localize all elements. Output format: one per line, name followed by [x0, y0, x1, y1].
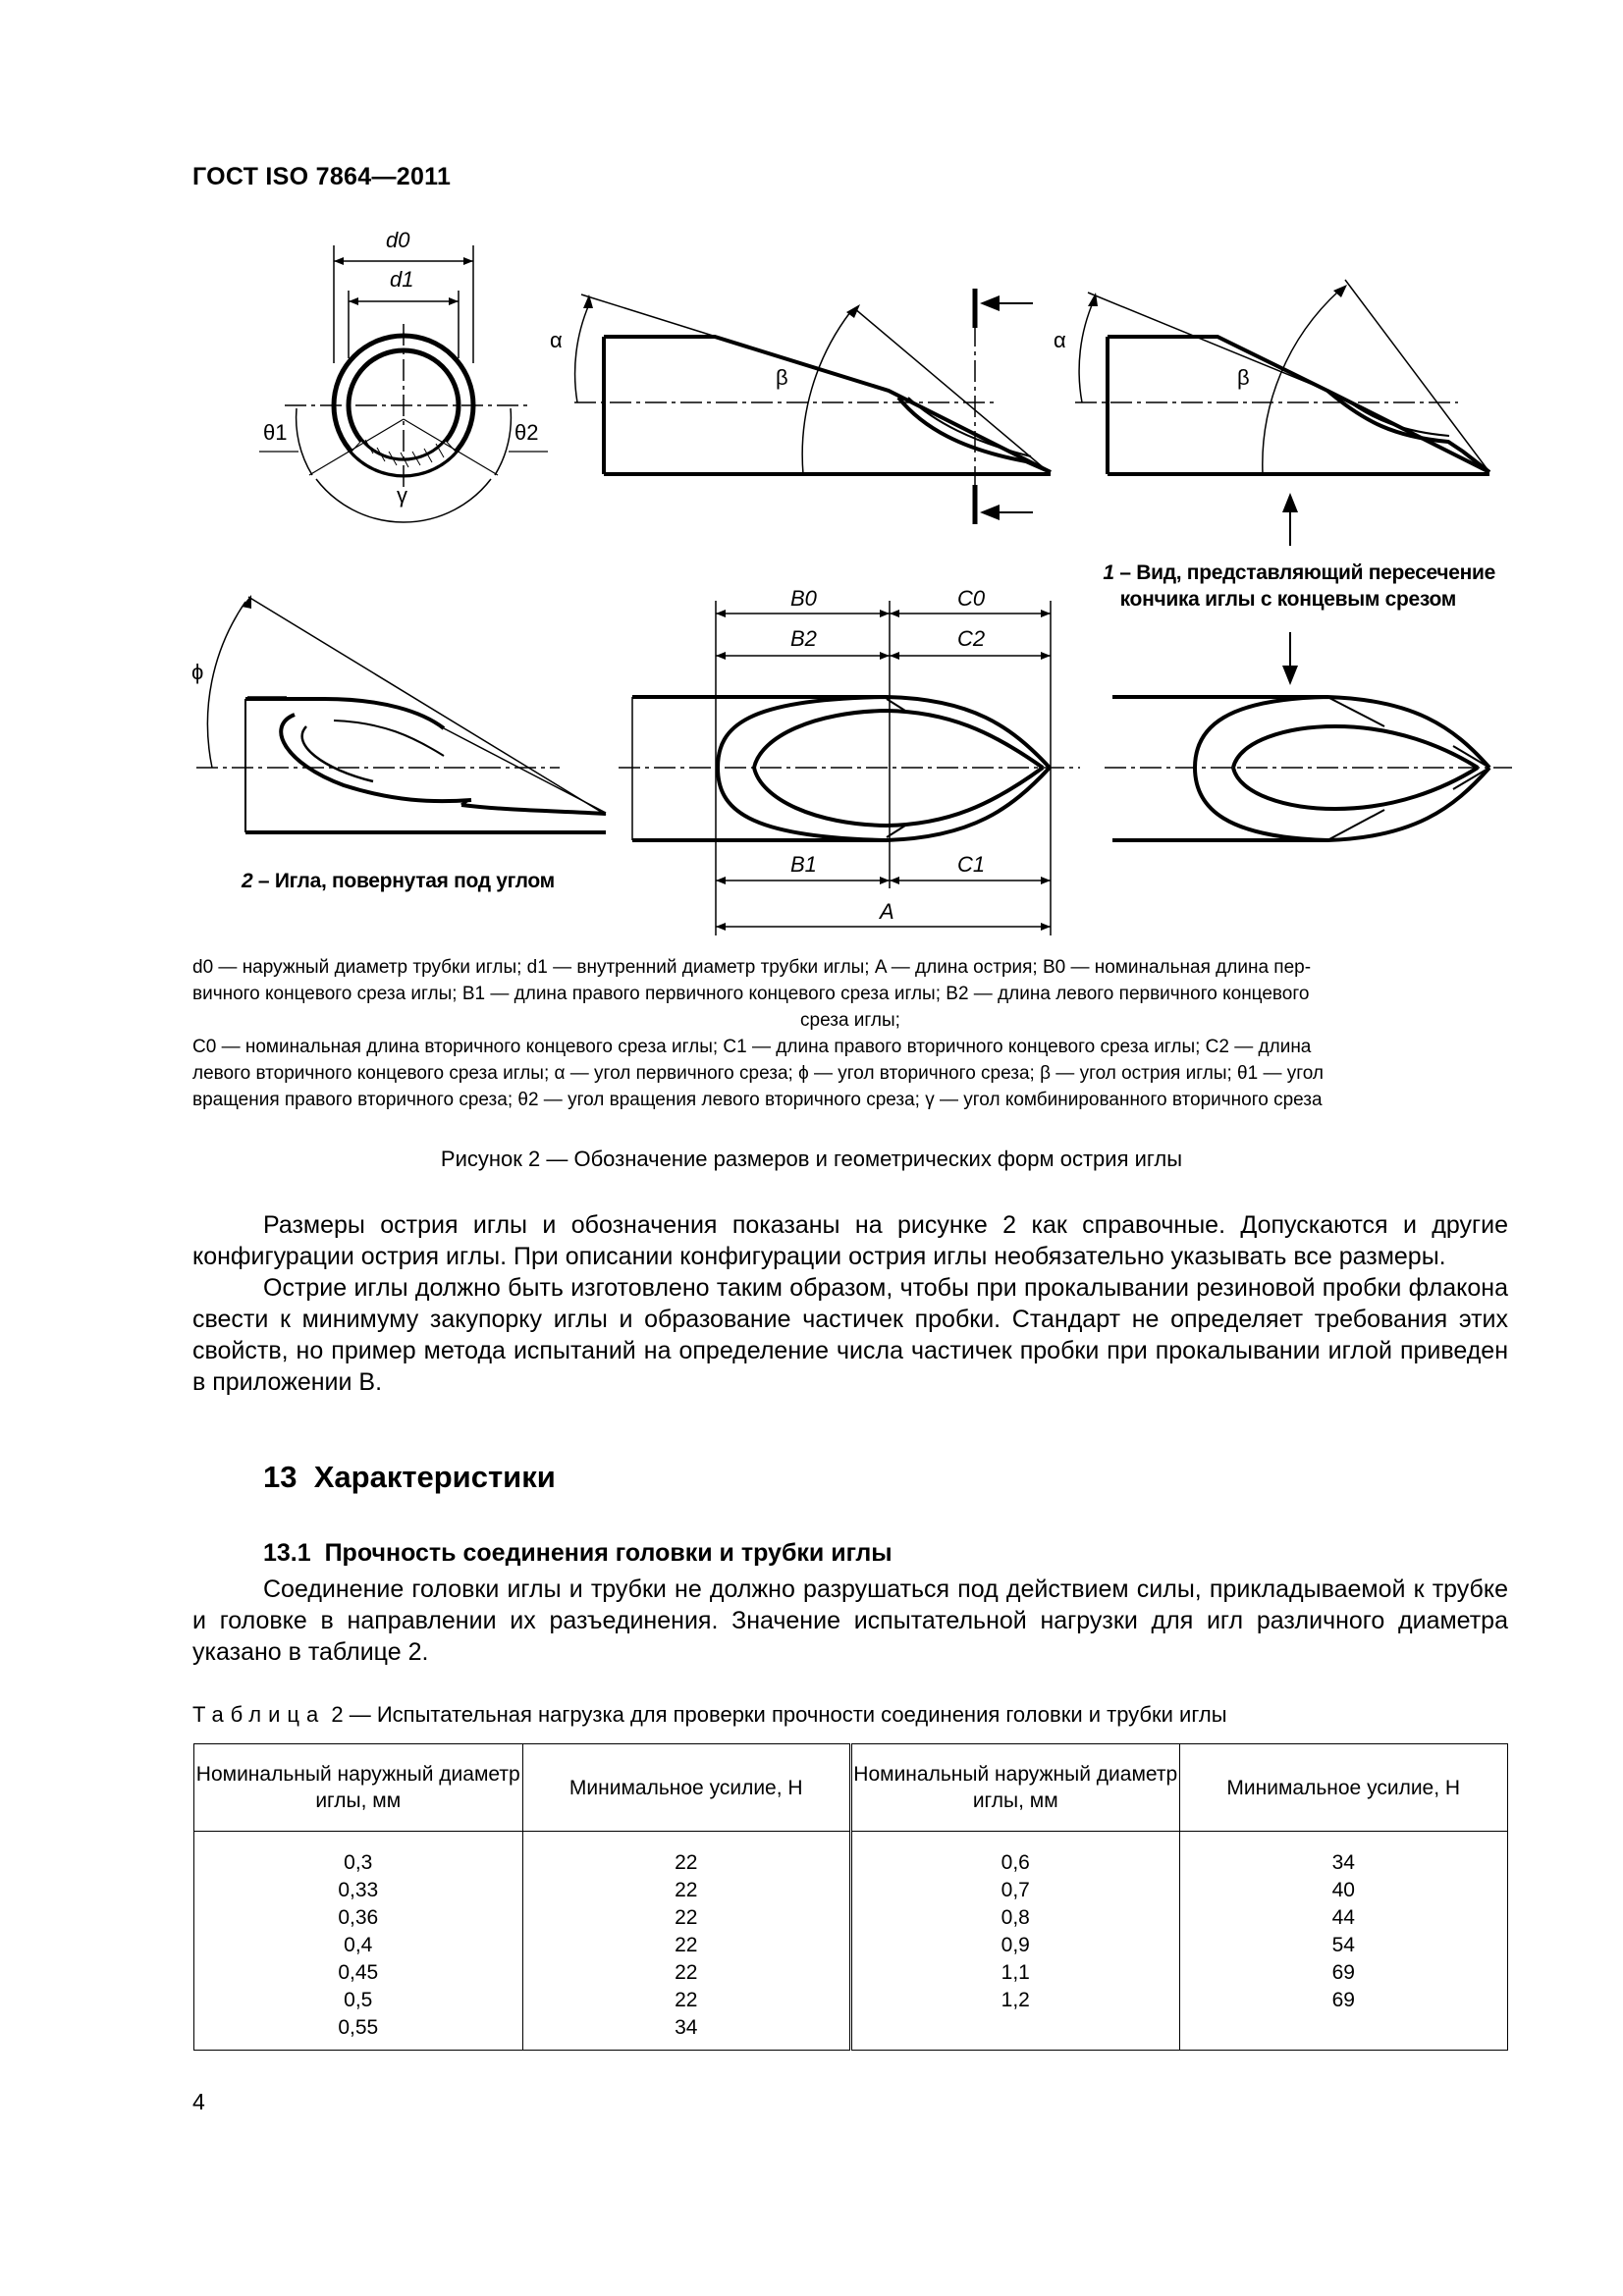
label-theta2: θ2 — [514, 420, 539, 445]
rotated-needle-view — [196, 595, 606, 832]
paragraph: Размеры острия иглы и обозначения показаны на рисунке 2 как справочные. Допускаются и другие конфигурации острия иглы. При описании конфигурации острия иглы необязательно указывать все размеры. — [192, 1211, 1508, 1270]
legend-line: C0 — номинальная длина вторичного концевого среза иглы; C1 — длина правого вторичного концевого среза иглы; C2 — длина — [192, 1037, 1312, 1057]
label-A: A — [880, 899, 894, 924]
force-column-left: 22 22 22 22 22 22 34 — [522, 1832, 851, 2051]
top-view-dimensioned — [619, 601, 1080, 935]
legend-line: d0 — наружный диаметр трубки иглы; d1 — внутренний диаметр трубки иглы; A — длина острия; B0 — номинальная длина пер- — [192, 957, 1312, 978]
legend-line: левого вторичного концевого среза иглы; α — угол первичного среза; ϕ — угол вторичного среза; β — угол острия иглы; θ1 — угол — [192, 1063, 1324, 1084]
table-header: Номинальный наружный диаметр иглы, мм — [194, 1744, 523, 1832]
legend-line: вичного концевого среза иглы; B1 — длина правого первичного концевого среза иглы; B2 — длина левого первичного концевого — [192, 984, 1310, 1004]
needle-point-figure — [177, 224, 1522, 950]
label-beta-1: β — [776, 365, 788, 390]
table-header: Минимальное усилие, Н — [522, 1744, 851, 1832]
label-theta1: θ1 — [263, 420, 288, 445]
label-B0: B0 — [790, 586, 817, 611]
body-paragraphs — [192, 1209, 1508, 1398]
table-header: Минимальное усилие, Н — [1179, 1744, 1508, 1832]
label-phi: ϕ — [191, 660, 204, 684]
label-B1: B1 — [790, 852, 817, 877]
page-number: 4 — [192, 2089, 205, 2114]
top-view-tip — [1105, 697, 1512, 840]
paragraph: Острие иглы должно быть изготовлено таким образом, чтобы при прокалывании резиновой пробки флакона свести к минимуму закупорку иглы и образование частичек пробки. Стандарт не определяет требования этих свойств, но пример метода испытаний на определение числа частичек пробки при прокалывании иглой приведен в приложении B. — [192, 1274, 1508, 1396]
label-B2: B2 — [790, 626, 817, 651]
legend-line: среза иглы; — [800, 1010, 900, 1031]
figure-legend — [192, 954, 1508, 1113]
document-header: ГОСТ ISO 7864—2011 — [192, 163, 452, 190]
label-C0: C0 — [957, 586, 986, 611]
view1-caption-line1: 1 – Вид, представляющий пересечение — [1103, 561, 1495, 584]
force-column-right: 34 40 44 54 69 69 — [1179, 1832, 1508, 2051]
view2-caption: 2 – Игла, повернутая под углом — [242, 870, 555, 892]
diameter-column-left: 0,3 0,33 0,36 0,4 0,45 0,5 0,55 — [194, 1832, 523, 2051]
view1-caption-line2: кончика иглы с концевым срезом — [1119, 588, 1456, 611]
table-header: Номинальный наружный диаметр иглы, мм — [851, 1744, 1180, 1832]
test-load-table — [193, 1743, 1508, 2051]
label-alpha-2: α — [1054, 328, 1066, 352]
side-view-needle-alt — [1075, 280, 1489, 546]
label-gamma: γ — [397, 483, 407, 507]
diameter-column-right: 0,6 0,7 0,8 0,9 1,1 1,2 — [851, 1832, 1180, 2051]
label-C2: C2 — [957, 626, 986, 651]
figure-title: Рисунок 2 — Обозначение размеров и геометрических форм острия иглы — [440, 1147, 1183, 1171]
label-beta-2: β — [1237, 365, 1250, 390]
label-d0: d0 — [386, 228, 410, 252]
subsection-text — [192, 1574, 1508, 1668]
subsection-heading: 13.1 Прочность соединения головки и трубки иглы — [263, 1539, 893, 1567]
table-caption: Таблица 2 — Испытательная нагрузка для проверки прочности соединения головки и трубки иглы — [192, 1702, 1227, 1727]
label-alpha-1: α — [550, 328, 563, 352]
table-row — [194, 1832, 1508, 2051]
section-heading: 13 Характеристики — [263, 1460, 556, 1494]
side-view-needle — [574, 289, 1051, 526]
label-C1: C1 — [957, 852, 986, 877]
label-d1: d1 — [390, 267, 414, 292]
paragraph: Соединение головки иглы и трубки не должно разрушаться под действием силы, прикладываемой к трубке и головке в направлении их разъединения. Значение испытательной нагрузки для игл различного диаметра указано в таблице 2. — [192, 1575, 1508, 1666]
legend-line: вращения правого вторичного среза; θ2 — угол вращения левого вторичного среза; γ — угол комбинированного вторичного среза — [192, 1090, 1323, 1110]
